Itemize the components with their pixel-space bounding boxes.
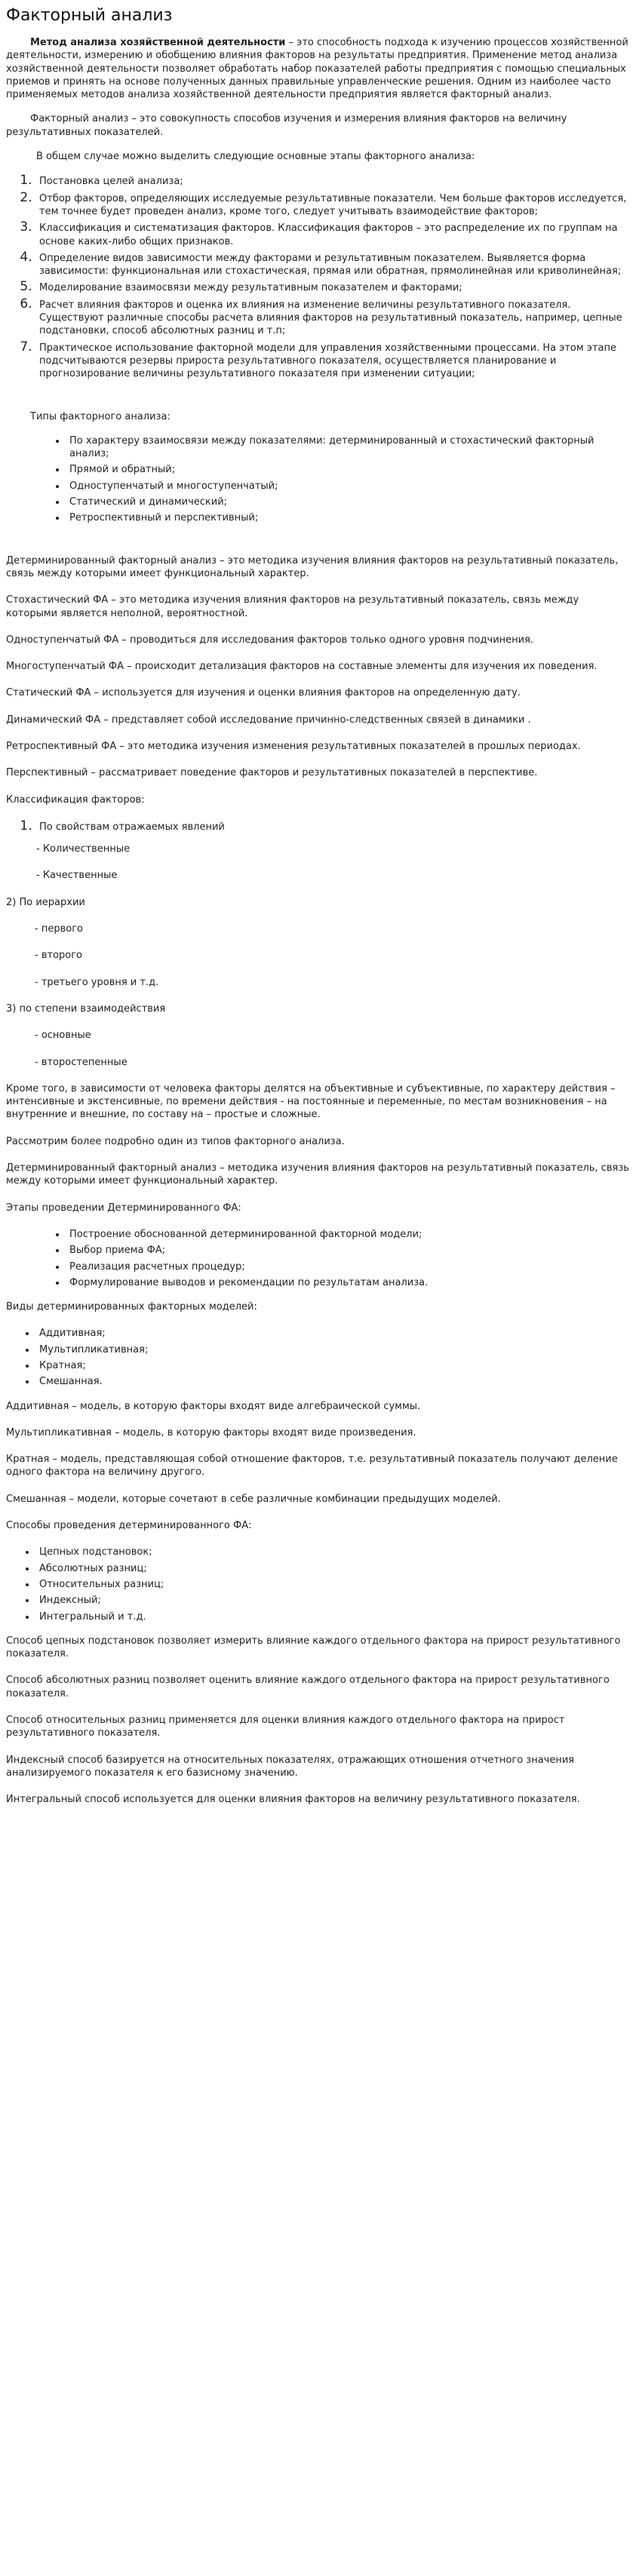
stages-intro: В общем случае можно выделить следующие основные этапы факторного анализа: <box>36 151 475 163</box>
model-item: • Мультипликативная; <box>36 1343 633 1356</box>
type-item: • Одноступенчатый и многоступенчатый; <box>66 480 633 493</box>
stage-item: 1. Постановка целей анализа; <box>36 174 633 188</box>
stage-item: 2. Отбор факторов, определяющих исследуемые результативные показатели. Чем больше факторов исследуется, тем точнее будет проведен анализ, кроме того, следует учитывать взаимодействие факторов; <box>36 192 633 219</box>
classification-sub: - второстепенные <box>35 1056 127 1068</box>
model-item: • Кратная; <box>36 1359 633 1372</box>
definition-static: Статический ФА – используется для изучения и оценки влияния факторов на определенную дату. <box>6 687 521 699</box>
models-list <box>6 1327 633 1388</box>
classification-sub: - основные <box>35 1030 91 1042</box>
deterministic-stages-list <box>6 1228 633 1289</box>
type-item: • Ретроспективный и перспективный; <box>66 511 633 524</box>
model-definition-mixed: Смешанная – модели, которые сочетают в себе различные комбинации предыдущих моделей. <box>6 1493 501 1505</box>
method-definition-relative: Способ относительных разниц применяется для оценки влияния каждого отдельного фактора на прирост результативного показателя. <box>6 1715 565 1739</box>
definition-dynamic: Динамический ФА – представляет собой исследование причинно-следственных связей в динамики . <box>6 714 531 726</box>
methods-heading: Способы проведения детерминированного ФА: <box>6 1520 252 1532</box>
stages-list <box>6 174 633 380</box>
stage-item: 4. Определение видов зависимости между факторами и результативным показателем. Выявляется форма зависимости: функциональная или стохастическая, прямая или обратная, прямолинейная или криволинейная; <box>36 251 633 278</box>
classification-heading: Классификация факторов: <box>6 794 145 806</box>
type-item: • Прямой и обратный; <box>66 463 633 476</box>
method-item: • Индексный; <box>36 1594 633 1607</box>
deterministic-definition-repeat: Детерминированный факторный анализ – методика изучения влияния факторов на результативный показатель, связь между которыми имеет функциональный характер. <box>6 1162 629 1187</box>
classification-sub: - второго <box>35 950 83 962</box>
definition-deterministic: Детерминированный факторный анализ – это методика изучения влияния факторов на результативный показатель, связь между которыми имеет функциональный характер. <box>6 554 619 579</box>
deterministic-stages-heading: Этапы проведении Детерминированного ФА: <box>6 1202 241 1214</box>
classification-item: 2) По иерархии <box>6 896 85 908</box>
models-heading: Виды детерминированных факторных моделей: <box>6 1301 257 1313</box>
intro-text: – это способность подхода к изучению процессов хозяйственной деятельности, измерению и обобщению влияния факторов на результаты предприятия. Применение метод анализа хозяйственной деятельности позволяет обработать набор показателей работы предприятия с помощью специальных приемов и принять на основе полученных данных правильные управленческие решения. Одним из наиболее часто применяемых методов анализа хозяйственной деятельности предприятия является факторный анализ. <box>6 37 628 101</box>
types-list <box>6 434 633 525</box>
factors-division-paragraph: Кроме того, в зависимости от человека факторы делятся на объективные и субъективные, по характеру действия – интенсивные и экстенсивные, по времени действия - на постоянные и переменные, по местам возникновения – на внутренние и внешние, по составу на – простые и сложные. <box>6 1082 616 1121</box>
method-item: • Абсолютных разниц; <box>36 1562 633 1575</box>
definition-retrospective: Ретроспективный ФА – это методика изучения изменения результативных показателей в прошлых периодах. <box>6 740 581 752</box>
stage-item: 3. Классификация и систематизация факторов. Классификация факторов – это распределение их по группам на основе каких-либо общих признаков. <box>36 221 633 248</box>
deterministic-stage-item: • Построение обоснованной детерминированной факторной модели; <box>66 1228 633 1241</box>
type-item: • По характеру взаимосвязи между показателями: детерминированный и стохастический факторный анализ; <box>66 434 633 461</box>
stage-item: 7. Практическое использование факторной модели для управления хозяйственными процессами. На этом этапе подсчитываются резервы прироста результативного показателя, осуществляется планирование и прогнозирование величины результативного показателя при изменении ситуации; <box>36 341 633 381</box>
spacer <box>6 392 633 410</box>
method-item: • Интегральный и т.д. <box>36 1610 633 1623</box>
method-item: • Цепных подстановок; <box>36 1546 633 1558</box>
definition-single-stage: Одноступенчатый ФА – проводиться для исследования факторов только одного уровня подчинения. <box>6 634 534 646</box>
classification-list <box>6 820 633 834</box>
method-definition-index: Индексный способ базируется на относительных показателях, отражающих отношения отчетного значения анализируемого показателя к его базисному значению. <box>6 1754 575 1779</box>
model-item: • Аддитивная; <box>36 1327 633 1340</box>
classification-sub: - Качественные <box>36 870 118 882</box>
intro-paragraph <box>6 36 633 101</box>
page-title: Факторный анализ <box>6 6 173 25</box>
model-item: • Смешанная. <box>36 1375 633 1388</box>
method-definition-absolute: Способ абсолютных разниц позволяет оценить влияние каждого отдельного фактора на прирост результативного показателя. <box>6 1675 610 1699</box>
spacer <box>6 536 633 554</box>
type-item: • Статический и динамический; <box>66 496 633 508</box>
intro-term: Метод анализа хозяйственной деятельности <box>30 37 286 48</box>
model-definition-multiplicative: Мультипликативная – модель, в которую факторы входят виде произведения. <box>6 1426 416 1438</box>
methods-list <box>6 1546 633 1623</box>
model-definition-multiple: Кратная – модель, представляющая собой отношение факторов, т.е. результативный показатель получают деление одного фактора на величину другого. <box>6 1454 618 1478</box>
stage-item: 5. Моделирование взаимосвязи между результативным показателем и факторами; <box>36 281 633 294</box>
method-item: • Относительных разниц; <box>36 1578 633 1591</box>
classification-sub: - первого <box>35 923 83 935</box>
detailed-note: Рассмотрим более подробно один из типов факторного анализа. <box>6 1135 345 1147</box>
definition-perspective: Перспективный – рассматривает поведение факторов и результативных показателей в перспективе. <box>6 767 538 779</box>
deterministic-stage-item: • Выбор приема ФА; <box>66 1244 633 1257</box>
stage-item: 6. Расчет влияния факторов и оценка их влияния на изменение величины результативного показателя. Существуют различные способы расчета влияния факторов на результативный показатель, например, цепные подстановки, способ абсолютных разниц и т.п; <box>36 298 633 338</box>
method-definition-chain: Способ цепных подстановок позволяет измерить влияние каждого отдельного фактора на прирост результативного показателя. <box>6 1635 621 1660</box>
definition-multi-stage: Многоступенчатый ФА – происходит детализация факторов на составные элементы для изучения их поведения. <box>6 661 598 673</box>
classification-sub: - Количественные <box>36 843 131 855</box>
method-definition-integral: Интегральный способ используется для оценки влияния факторов на величину результативного показателя. <box>6 1794 580 1806</box>
model-definition-additive: Аддитивная – модель, в которую факторы входят виде алгебраической суммы. <box>6 1400 421 1412</box>
classification-item: 1. По свойствам отражаемых явлений <box>36 820 633 834</box>
definition-stochastic: Стохастический ФА – это методика изучения влияния факторов на результативный показатель, связь между которыми является неполной, вероятностной. <box>6 594 579 619</box>
deterministic-stage-item: • Формулирование выводов и рекомендации по результатам анализа. <box>66 1276 633 1289</box>
deterministic-stage-item: • Реализация расчетных процедур; <box>66 1260 633 1273</box>
definition-paragraph: Факторный анализ – это совокупность способов изучения и измерения влияния факторов на величину результативных показателей. <box>6 113 567 138</box>
classification-item: 3) по степени взаимодействия <box>6 1002 166 1015</box>
classification-sub: - третьего уровня и т.д. <box>35 976 159 988</box>
types-heading: Типы факторного анализа: <box>30 410 171 422</box>
